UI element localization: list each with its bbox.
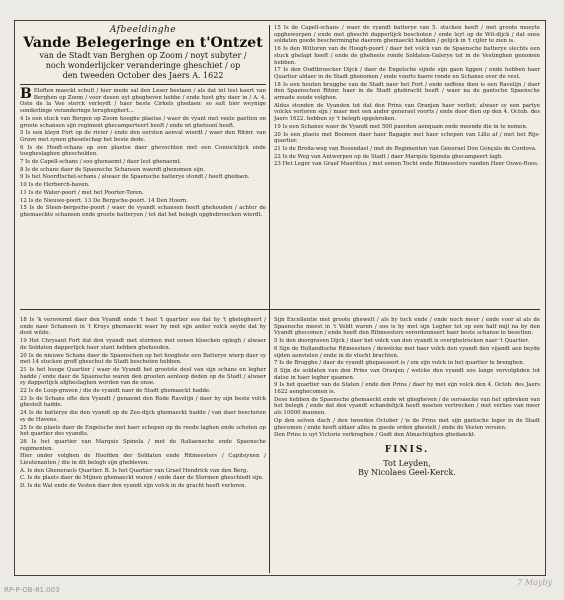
finis-heading: FINIS. xyxy=(384,444,430,455)
paragraph-text: Eloften maeckt schult / hier mede sal den Leser bestaen / als dat int lest kaert van Berghen op Zoom / voor desen uyt ghegheven hebbe / ende hoet ghy daer in / A. 4. Oste de la Vee sterck verleydt / haer beste Cirkels ghedaen: so salt hier weynige sonderlinge veranderinge terugheghert... xyxy=(20,88,266,115)
column-bottom-right xyxy=(274,317,540,573)
paragraph: C. Is de plaets daer de Mijnen ghemaeckt waren / ende daer de Stormen gheschiedt sijn. xyxy=(20,475,264,482)
column-top-right xyxy=(274,25,540,301)
title-line-4: noch wonderlijcker veranderinge gheschiet / op xyxy=(45,61,241,70)
paragraph: 8 Sijn de soldaten van den Prins van Oranjen / welcke den vyandt soo lange vervolghden tot datse in haer legher quamen. xyxy=(274,367,540,381)
paragraph: 12 Is de Nieuwe-poort. 13 De Bergsche-poort. 14 Den Hoorn. xyxy=(20,197,188,204)
paragraph: 7 Is de Capell-schans / soo ghenaemt / daer lest ghenaemt. xyxy=(20,159,182,166)
paragraph: 10 Is de Herberch-haven. xyxy=(20,182,90,189)
paragraph: A. Is den Gheneraels Quartier. B. Is het Quartier van Graef Hendrick van den Berg. xyxy=(20,467,249,474)
paragraph: 5 Is een kleyn Fort op de rivier / ende den eersten aenval wierdt / waer den Ritmr. van Grave met synen gheselschap het beste dede. xyxy=(20,130,266,143)
title-line-3: van de Stadt van Berghen op Zoom / noyt subyter / xyxy=(39,51,247,60)
paragraph: 22 Is de Loop-graven / die de vyandt naer de Stadt ghemaeckt hadde. xyxy=(20,388,211,395)
column-top-left xyxy=(20,25,266,301)
column-bottom-left xyxy=(20,317,266,573)
paragraph: 25 Is de plaets daer de Engelsche met haer schepen op de reede laghen ende schoten op het quartier des vyandts. xyxy=(20,424,266,438)
paragraph: 6 Is de Hooft-schans op een plaetse daer ghevochten met een Conincklijck ende toegheslaghen ghescholden. xyxy=(20,144,266,158)
drop-cap: B xyxy=(20,86,32,102)
paragraph: 21 Is het hooge Quartier / waer de Vyandt het grootste deel van sijn schans en legher hadde / ende daer de Spaensche waren den grooten aenloop deden op de Stadt / alwaer sy dapperlijck afgheslaghen worden van de onse. xyxy=(20,366,266,387)
pencil-annotation: 7 Mayby xyxy=(517,578,552,587)
paragraph: 5 Is den doorgraven Dijck / daer het volck van den vyandt is overghetrocken naer 't Quartier. xyxy=(274,338,530,345)
paragraph: 20 Is de nieuwe Schans daer de Spaenschen op het hooghste een Batterye wierp daer sy met 14 stucken groff gheschut de Stadt beschoten hebben. xyxy=(20,352,266,366)
paragraph: 6 Sijn de Hollandtsche Ritmeesters / dewelcke met haer volck den vyandt den vijandt aen beyde sijden aenvielen / ende in de vlucht brachten. xyxy=(274,345,540,359)
paragraph: 21 Is de Breda-weg van Rosendael / met de Regimenten van Generael Don Gonçalo de Cordova. xyxy=(274,145,537,152)
row-divider xyxy=(20,309,540,310)
catalog-number: RP-P-OB-81.003 xyxy=(4,586,60,594)
paragraph: Aldus stonden de Vyanden tot dat den Prins van Oranjen haer verliet; alwaer sy een partye volckx verloren sijn / maer met een ander generael voorts / ende door dien op den 4. Octob. des Jaers 1622. hebben sy 't belegh opgebroken. xyxy=(274,102,540,123)
text-grid xyxy=(20,25,540,571)
colophon xyxy=(274,445,540,477)
paragraph: 16 Is den Wittoren van de Hoogh-poort / daer het volck van de Spaensche batterye slechts een stuck ghelapt heeft / ende de gheheele ronde Soldaten-Galerye tot in de Vestinghen genomen hebben. xyxy=(274,46,540,66)
title-block xyxy=(20,25,266,81)
paragraph: 18 Is een houten brugghe van de Stadt naer het Fort / ende neffens dien is een Ravelijn / daer den Spaenschen Ritmr. haer in de Stadt ghebracht heeft / waer na de gantsche Spaensche armade soude volghen. xyxy=(274,81,540,102)
imprint-printer: By Nicolaes Geel-Kerck. xyxy=(358,467,456,477)
paragraph: Hier onder volghen de Hoofden der Soldaten ende Ritmeesters / Capiteynen / Lieutenanten / die in dit belegh sijn ghebleven. xyxy=(20,453,266,467)
title-line-2: Vande Belegeringe en t'Ontzet xyxy=(23,35,263,51)
title-line-1: Afbeeldinghe xyxy=(109,25,177,35)
paragraph: Den Prins is uyt Victorie verkreghen / Godt den Almachtighen ghedanckt. xyxy=(274,432,476,439)
paragraph: 17 Is den Oudtbroecker Dijck / daer de Engelsche sijnde sijn gaen liggen / ende hebben haer Quartier aldaer in de Stadt ghenomen / ende voorts haere ronde en Schanse over de vest. xyxy=(274,67,540,80)
broadsheet xyxy=(14,20,546,576)
paragraph: 26 Is het quartier van Marquis Spinola / met de Italiaensche ende Spaensche regimenten. xyxy=(20,438,266,452)
paragraph: 8 Is de schans daer de Spaensche Schansen waerdt ghenomen sijn. xyxy=(20,166,205,173)
paragraph: 9 Is het quartier van de Staten / ende den Prins / daer hy met sijn volck den 4. Octob. des Jaers 1622 aenghecomen is. xyxy=(274,382,540,396)
paragraph: 15 Is de Capell-schans / waer de vyandt batterye van 5. stucken heeft / met groote moeyte opgheworpen / ende met ghescht dapperlijck beschoten / ende leyt op de Wit-dijck / dat onse soldaten goede bescherminghe daerom ghemaeckt hadden / gelijck in 't cijfer te zien is. xyxy=(274,25,540,45)
column-divider xyxy=(269,25,270,573)
paragraph: 24 Is de batterye die den vyandt op de Zee-dijck ghemaeckt hadde / van daer beschoten sy de Havens. xyxy=(20,410,266,423)
title-line-5: den tweeden October des Jaers A. 1622 xyxy=(62,71,224,80)
paragraph: D. Is de Wal ende de Vesten daer den vyandt sijn volck in de gracht heeft verloren. xyxy=(20,483,247,490)
paragraph: 4 Is een stuck van Bergen op Zoom hooghe plaetse / waer de vyant met veele gaetten en groote schansen sijn regiment ghecamperteert heeft / ende wt ghetoont heeft. xyxy=(20,115,266,129)
paragraph: 23 Het Leger van Graef Mauritius / met eenen Tocht ende Ritmeesters vanden Heer Ouwe-Roos. xyxy=(274,161,539,168)
paragraph: 20 Is een plaets met Boomen daer haer Bagagie met haer schepen van Lillo af / met het Rijs-quartier. xyxy=(274,131,540,145)
paragraph: 7 Is de Brugghe / daer de vyandt ghepasseert is / om sijn volck in het quartier te brenghen. xyxy=(274,360,525,367)
paragraph: 22 Is de Weg van Antwerpen op de Stadt / daer Marquis Spinola ghecampeert lagh. xyxy=(274,153,504,160)
paragraph: Op den selven dach / den tweeden October / is de Prins met sijn gantsche leger in de Stadt ghecomen / ende heeft aldaer alles in goede orden ghestelt / ende de Vesten versien. xyxy=(274,417,540,431)
title-rule xyxy=(20,84,266,85)
paragraph: 18 Is 'k verovermt daer den Vyandt ende 't heel 't quartier soo dat hy 't ghelegheert / ende naer Schansen in 't Kruys ghemaeckt waer hy met sijn ander volck seyde dat hy doot wilde. xyxy=(20,317,266,337)
paragraph xyxy=(20,88,266,115)
imprint-place: Tot Leyden, xyxy=(383,458,431,468)
paragraph: 15 Is de Steen-bergsche-poort / waer de vyandt schansen heeft ghehouden / achter de ghemaeckte schansen ende groote batteryen / tot dat het belegh opghebroocken wierdt. xyxy=(20,205,266,218)
paragraph: Dese hebben de Spaensche ghemaeckt ende wt ghegheven / de oorsaecke van het opbreken van het belegh / ende dat den vyandt schandelijck heeft moeten vertrecken / met verlies van meer als 10000 mannen. xyxy=(274,396,540,417)
paragraph: Sijn Excellentie met groote ghewelt / als hy toch ende / ende noch meer / ende voor al als de Spaensche meest in 't Veldt waren / soo is hy met sijn Legher tot op een half mijl na by den Vyandt ghecomen / ende heeft den Ritmeesters verordonneert haer beste schanse te besetten. xyxy=(274,317,540,337)
paragraph: 11 Is de Water-poort / met het Poorter-Toren. xyxy=(20,189,144,196)
paragraph: 19 Het Chrysant Fort dat den vyandt met stormen met eenen kloecken oplegh / alwaer de Soldaten dapperlijck haer stant hebben ghehouden. xyxy=(20,338,266,351)
paragraph: 19 Is een Schanse waer de Vyandt met 500 paerden aenquam ende meende die in te nemen. xyxy=(274,123,528,130)
paragraph: 23 Is de Schans ofte den Vyandt / genaemt den Rode Ravelijn / daer hy sijn beste volck ghestelt hadde. xyxy=(20,395,266,409)
paragraph: 9 Is het Noordtschel-schans / alwaer de Spaensche batterye stondt / heeft ghedaen. xyxy=(20,174,250,181)
